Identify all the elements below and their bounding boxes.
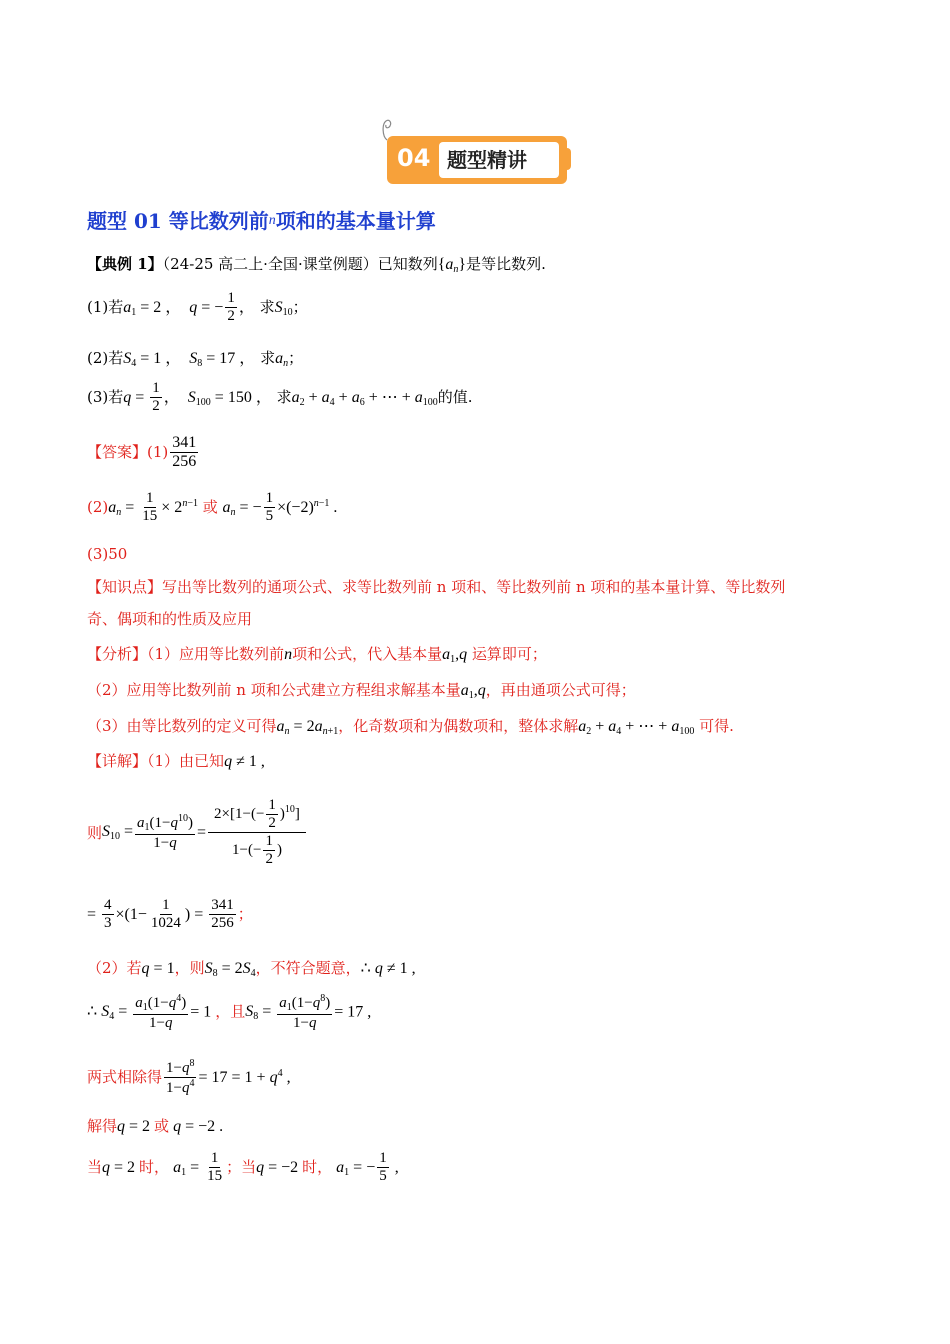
- detail-1: （1）由已知: [147, 752, 225, 770]
- detail-2a: （2）若: [87, 959, 142, 977]
- when-2b: 时，: [302, 1157, 333, 1176]
- analysis-3b: ，化奇数项和为偶数项和，整体求解: [338, 717, 579, 735]
- example-header: 【典例 1】（24-25 高二上·全国·课堂例题）已知数列$\{a_n\}$是等比数列.: [87, 255, 546, 275]
- detail-line-1: 【详解】（1）由已知q ≠ 1 ,: [87, 752, 265, 770]
- analysis-1c: 运算即可；: [471, 645, 547, 663]
- divide-label: 两式相除得: [87, 1067, 163, 1086]
- analysis-2b: ，再由通项公式可得；: [485, 681, 636, 699]
- detail-tag: 【详解】: [87, 752, 148, 770]
- question-2: (2)若$S_4 = 1$ ， $S_8 = 17$ ， 求$a_n$；: [87, 349, 304, 369]
- q3-tail: 的值.: [437, 387, 473, 406]
- analysis-3a: （3）由等比数列的定义可得: [87, 717, 277, 735]
- q1-text: 求: [259, 297, 275, 316]
- badge-tab: [563, 148, 571, 170]
- question-1: (1)若$a_1 = 2$ ， q = − $\frac{1}{2}$ ， 求$S_{10}$；: [87, 290, 308, 325]
- a1-cases: 当q = 2 时， $a_1$ = $\frac{1}{15}$ ；当q = −2 时， $a_1$ = − $\frac{1}{5}$ ,: [87, 1150, 399, 1185]
- answer-2-label: (2): [87, 497, 109, 516]
- s10-formula: 则 $S_{10}$ = $\frac{a_1(1-q^{10})}{1-q}$ = 2×[1−(− $\frac{1}{2}$ )$^{10}$] 1−(− $\frac{1}{2}$ ): [87, 785, 308, 880]
- section-title-var: n: [268, 213, 276, 228]
- analysis-line-3: （3）由等比数列的定义可得$a_n = 2a_{n+1}$，化奇数项和为偶数项和，整体求解$a_2 + a_4$ + ⋯ + $a_{100}$ 可得.: [87, 717, 734, 737]
- q2-label: (2)若: [87, 349, 124, 367]
- answer-1: [87, 434, 200, 472]
- section-badge: [387, 136, 567, 184]
- solve-label: 解得: [87, 1117, 118, 1135]
- knowledge-line-1: [87, 576, 785, 597]
- s4-s8-eq: ∴ $S_4$ = $\frac{a_1(1-q^4)}{1-q}$ = 1 ，且$S_8$ = $\frac{a_1(1-q^8)}{1-q}$ = 17 ,: [87, 993, 372, 1031]
- answer-tag: 【答案】: [87, 442, 148, 461]
- knowledge-tag: 【知识点】: [87, 578, 163, 596]
- analysis-line-1: 【分析】（1）应用等比数列前n项和公式，代入基本量$a_1,q$ 运算即可；: [87, 645, 547, 665]
- analysis-1a: （1）应用等比数列前: [147, 645, 285, 663]
- or-label: 或: [154, 1117, 170, 1135]
- section-title: [87, 205, 436, 234]
- divide-eq: 两式相除得 $\frac{1-q^8}{1-q^4}$ = $17 = 1 + q^4$ ,: [87, 1058, 291, 1097]
- when-1b: 时，: [139, 1157, 170, 1176]
- q3-label: (3)若: [87, 387, 124, 406]
- section-title-pre: 题型 01 等比数列前: [87, 209, 269, 233]
- s10-result: = $\frac{4}{3}$ ×(1− $\frac{1}{1024}$ ) = $\frac{341}{256}$ ；: [87, 897, 253, 932]
- analysis-2a: （2）应用等比数列前 n 项和公式建立方程组求解基本量: [87, 681, 461, 699]
- q3-text: 求: [276, 387, 292, 406]
- when-1: 当: [87, 1157, 103, 1176]
- analysis-line-2: （2）应用等比数列前 n 项和公式建立方程组求解基本量$a_1,q$，再由通项公式可得；: [87, 681, 636, 701]
- answer-1-den: 256: [172, 453, 197, 471]
- answer-1-num: 341: [170, 434, 198, 453]
- answer-2-or: 或: [202, 497, 218, 516]
- example-source: （24-25 高二上·全国·课堂例题）已知数列: [162, 255, 438, 273]
- q2-text: 求: [260, 349, 276, 367]
- analysis-tag: 【分析】: [87, 645, 148, 663]
- knowledge-line-2: 奇、偶项和的性质及应用: [87, 610, 253, 628]
- knowledge-text-1: 写出等比数列的通项公式、求等比数列前 n 项和、等比数列前 n 项和的基本量计算、等比数列: [162, 578, 786, 596]
- when-2: ；当: [226, 1157, 257, 1176]
- answer-2: $(2)a_n$ = $\frac{1}{15}$ × $2^{n-1}$ 或 $a_n$ = − $\frac{1}{5}$ $\times(-2)^{n-1}$ .: [87, 490, 338, 525]
- badge-title: 题型精讲: [439, 142, 559, 178]
- then-label: 则: [87, 824, 103, 842]
- solve-line: 解得q = 2 或 q = −2 .: [87, 1117, 224, 1135]
- q1-label: (1)若: [87, 297, 124, 316]
- answer-1-label: (1): [147, 442, 169, 461]
- question-3: (3)若q = $\frac{1}{2}$ ， $S_{100} = 150$ ， 求$a_2 + a_4 + a_6$ + ⋯ + $a_{100}$的值.: [87, 380, 473, 415]
- and-label: ，且: [215, 1002, 246, 1021]
- section-title-post: 项和的基本量计算: [275, 209, 436, 233]
- detail-line-2: （2）若q = 1，则$S_8 = 2S_4$，不符合题意，∴ q ≠ 1 ,: [87, 959, 416, 979]
- detail-2c: ，不符合题意，: [255, 959, 361, 977]
- example-tail: 是等比数列.: [466, 255, 546, 273]
- example-tag: 【典例 1】: [87, 255, 163, 273]
- detail-2b: ，则: [174, 959, 205, 977]
- analysis-1b: 项和公式，代入基本量: [292, 645, 443, 663]
- badge-number: 04: [397, 144, 431, 172]
- analysis-3c: 可得.: [699, 717, 734, 735]
- answer-3: (3)50: [87, 545, 128, 563]
